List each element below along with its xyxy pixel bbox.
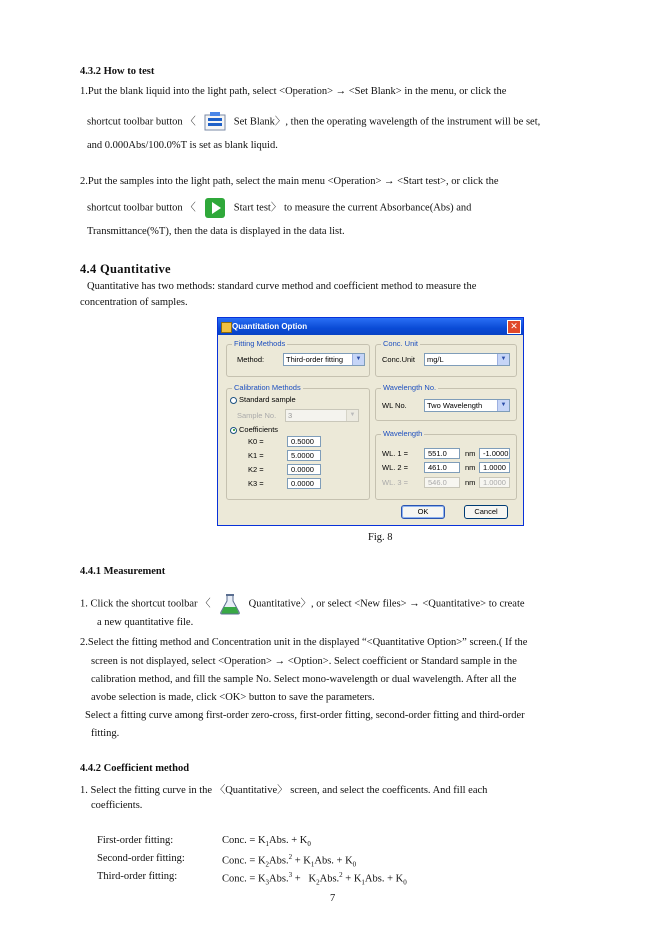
coef-line1: 1. Select the fitting curve in the 〈Quantitative〉 screen, and select the coefficents. And fill each (80, 785, 488, 796)
first-order-formula: Conc. = $K_1Abs$. + $K_0$ (222, 835, 311, 849)
wlno-value: Two Wavelength (427, 401, 483, 410)
wavelength-no-group (375, 383, 517, 421)
k1-label: K1 = (248, 451, 264, 460)
measure-step2-l1: 2.Select the fitting method and Concentration unit in the displayed “<Quantitative Option>” screen.( If the (80, 637, 528, 648)
dialog-title: Quantitation Option (232, 322, 308, 331)
sample-no-label: Sample No. (237, 411, 277, 420)
flask-icon (219, 593, 241, 615)
coefficients-radio[interactable] (230, 425, 278, 434)
page-number: 7 (330, 893, 336, 904)
measure-step1-b: Quantitative〉, or select <New files> → <Quantitative> to create (248, 598, 525, 610)
figure-caption: Fig. 8 (368, 532, 393, 543)
wl3-coef-input[interactable]: 1.0000 (479, 477, 510, 488)
chevron-down-icon: ▼ (497, 400, 509, 411)
wl3-unit: nm (465, 478, 476, 487)
coefficients-label: Coefficients (239, 425, 279, 434)
step1-line1: 1.Put the blank liquid into the light path, select <Operation> → <Set Blank> in the menu, or click the (80, 86, 507, 97)
start-test-icon (204, 197, 226, 219)
measure-step2-l4: avobe selection is made, click <OK> button to save the parameters. (91, 692, 375, 703)
k3-input[interactable]: 0.0000 (287, 478, 321, 489)
method-label: Method: (237, 355, 265, 364)
method-select[interactable] (283, 353, 365, 366)
step1-line2 (87, 111, 540, 133)
sample-no-select[interactable] (285, 409, 359, 422)
k3-label: K3 = (248, 479, 264, 488)
measure-note-l2: fitting. (91, 728, 120, 739)
third-order-label: Third-order fitting: (97, 871, 178, 882)
measure-note-l1: Select a fitting curve among first-order zero-cross, first-order fitting, second-order fitting and third-order (85, 710, 525, 721)
measure-step2-l2: screen is not displayed, select <Operation> → <Option>. Select coefficient or Standard sample in the (91, 656, 517, 667)
step1-line2-b: Set Blank〉, then the operating wavelength of the instrument will be set, (233, 116, 541, 128)
first-order-label: First-order fitting: (97, 835, 174, 846)
wl2-coef-input[interactable]: 1.0000 (479, 462, 510, 473)
fitting-methods-group (226, 339, 370, 377)
section-heading-4-4: 4.4 Quantitative (80, 262, 171, 276)
k1-input[interactable]: 5.0000 (287, 450, 321, 461)
standard-sample-label: Standard sample (239, 395, 296, 404)
wlno-label: WL No. (382, 401, 407, 410)
wl3-input[interactable]: 546.0 (424, 477, 460, 488)
chevron-down-icon: ▼ (346, 410, 358, 421)
section-heading-4-4-1: 4.4.1 Measurement (80, 566, 166, 577)
intro-line2: concentration of samples. (80, 297, 188, 308)
intro-line1: Quantitative has two methods: standard curve method and coefficient method to measure the (87, 281, 477, 292)
wl2-input[interactable]: 461.0 (424, 462, 460, 473)
wavelength-title: Wavelength (383, 429, 423, 438)
fitting-methods-title: Fitting Methods (234, 339, 286, 348)
measure-step2-l3: calibration method, and fill the sample No. Select mono-wavelength or dual wavelength. After all the (91, 674, 517, 685)
set-blank-icon (204, 111, 226, 133)
ok-button[interactable]: OK (401, 505, 445, 519)
wl2-unit: nm (465, 463, 476, 472)
measure-step1-c: a new quantitative file. (97, 617, 194, 628)
quantitation-option-dialog (217, 317, 524, 526)
radio-icon (230, 427, 237, 434)
step2-line3: Transmittance(%T), then the data is displayed in the data list. (87, 226, 345, 237)
conc-unit-group (375, 339, 517, 377)
measure-step1-a: 1. Click the shortcut toolbar 〈 (80, 598, 211, 610)
chevron-down-icon: ▼ (352, 354, 364, 365)
step2-line2-b: Start test〉 to measure the current Absorbance(Abs) and (233, 202, 472, 214)
dialog-titlebar (218, 318, 523, 335)
section-heading-4-3-2: 4.3.2 How to test (80, 66, 155, 77)
third-order-formula: Conc. = $K_3Abs.^3 + K_2Abs.^2 + K_1Abs$. + $K_0$ (222, 871, 407, 887)
step1-line3: and 0.000Abs/100.0%T is set as blank liquid. (87, 140, 278, 151)
conc-unit-title: Conc. Unit (383, 339, 419, 348)
wlno-select[interactable] (424, 399, 510, 412)
wl1-coef-input[interactable]: -1.0000 (479, 448, 510, 459)
standard-sample-radio[interactable] (230, 395, 296, 404)
wl1-unit: nm (465, 449, 476, 458)
wl3-label: WL. 3 = (382, 478, 409, 487)
k0-input[interactable]: 0.5000 (287, 436, 321, 447)
conc-unit-label: Conc.Unit (382, 355, 415, 364)
wavelength-group (375, 429, 517, 500)
k0-label: K0 = (248, 437, 264, 446)
dialog-app-icon (221, 322, 232, 333)
wavelength-no-title: Wavelength No. (383, 383, 437, 392)
step2-line2 (87, 197, 471, 219)
radio-icon (230, 397, 237, 404)
step2-line1: 2.Put the samples into the light path, select the main menu <Operation> → <Start test>, or click the (80, 176, 499, 187)
conc-unit-value: mg/L (427, 355, 444, 364)
calibration-methods-group (226, 383, 370, 500)
chevron-down-icon: ▼ (497, 354, 509, 365)
sample-no-value: 3 (288, 411, 293, 420)
wl1-input[interactable]: 551.0 (424, 448, 460, 459)
step1-line2-a: shortcut toolbar button 〈 (87, 116, 196, 128)
wl1-label: WL. 1 = (382, 449, 409, 458)
calibration-methods-title: Calibration Methods (234, 383, 301, 392)
k2-label: K2 = (248, 465, 264, 474)
measure-step1 (80, 593, 525, 615)
conc-unit-select[interactable] (424, 353, 510, 366)
close-icon[interactable]: ✕ (507, 320, 521, 334)
second-order-formula: Conc. = $K_2Abs.^2 + K_1Abs$. + $K_0$ (222, 853, 357, 869)
step2-line2-a: shortcut toolbar button 〈 (87, 202, 196, 214)
method-value: Third-order fitting (286, 355, 344, 364)
k2-input[interactable]: 0.0000 (287, 464, 321, 475)
cancel-button[interactable]: Cancel (464, 505, 508, 519)
section-heading-4-4-2: 4.4.2 Coefficient method (80, 763, 190, 774)
second-order-label: Second-order fitting: (97, 853, 185, 864)
wl2-label: WL. 2 = (382, 463, 409, 472)
coef-line2: coefficients. (91, 800, 143, 811)
